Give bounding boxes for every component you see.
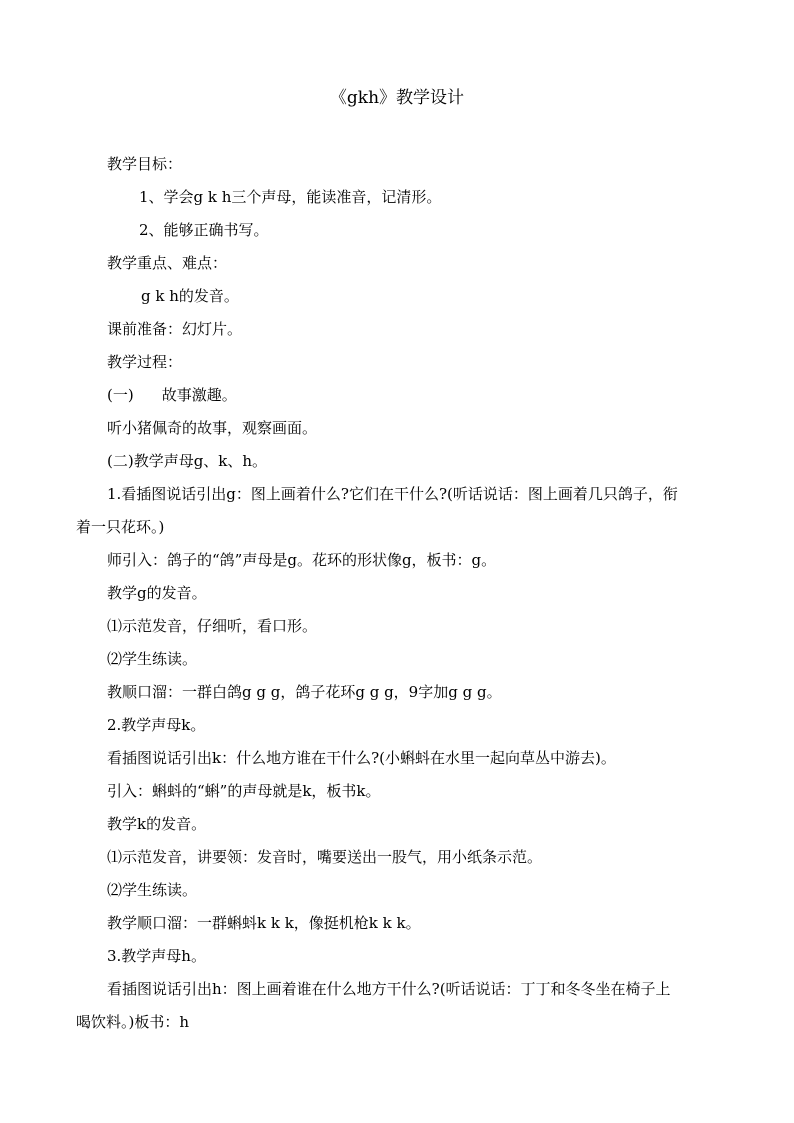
list-item: ⑵学生练读。 (107, 650, 198, 668)
paragraph-text: 着一只花环。) (76, 518, 165, 536)
step-one-number: (一) (107, 386, 134, 404)
subsection-heading: 2.教学声母k。 (107, 716, 206, 734)
step-one-heading (107, 379, 727, 412)
paragraph-text: 看插图说话引出k：什么地方谁在干什么?(小蝌蚪在水里一起向草丛中游去)。 (107, 749, 616, 767)
list-item: ⑵学生练读。 (107, 881, 198, 899)
paragraph-text: 师引入：鸽子的“鸽”声母是g。花环的形状像g，板书：g。 (107, 551, 497, 569)
goal-item-1: 1、学会g k h三个声母，能读准音，记清形。 (139, 188, 442, 206)
paragraph-text: 喝饮料。)板书：h (76, 1013, 190, 1031)
paragraph-text: 看插图说话引出h：图上画着谁在什么地方干什么?(听话说话：丁丁和冬冬坐在椅子上 (107, 980, 671, 998)
paragraph-text: 引入：蝌蚪的“蝌”的声母就是k，板书k。 (107, 782, 381, 800)
goal-item-2: 2、能够正确书写。 (139, 221, 269, 239)
step-two-heading: (二)教学声母g、k、h。 (107, 452, 268, 470)
paragraph-text: 教学顺口溜：一群蝌蚪k k k，像挺机枪k k k。 (107, 914, 421, 932)
section-heading-goals: 教学目标： (107, 155, 183, 173)
preparation-text: 课前准备：幻灯片。 (107, 320, 243, 338)
step-one-title: 故事激趣。 (161, 386, 237, 404)
list-item: ⑴示范发音，仔细听，看口形。 (107, 617, 318, 635)
key-point-text: g k h的发音。 (141, 287, 239, 305)
paragraph-text: 教学g的发音。 (107, 584, 207, 602)
document-title: 《gkh》教学设计 (329, 88, 465, 108)
paragraph-text: 教学k的发音。 (107, 815, 207, 833)
subsection-heading: 3.教学声母h。 (107, 947, 206, 965)
paragraph-text: 教顺口溜：一群白鸽g g g，鸽子花环g g g，9字加g g g。 (107, 683, 502, 701)
list-item: ⑴示范发音，讲要领：发音时，嘴要送出一股气，用小纸条示范。 (107, 848, 543, 866)
section-heading-process: 教学过程： (107, 353, 183, 371)
paragraph-text: 听小猪佩奇的故事，观察画面。 (107, 419, 318, 437)
paragraph-text: 1.看插图说话引出g：图上画着什么?它们在干什么?(听话说话：图上画着几只鸽子，衔 (107, 485, 678, 503)
section-heading-key-points: 教学重点、难点： (107, 254, 228, 272)
